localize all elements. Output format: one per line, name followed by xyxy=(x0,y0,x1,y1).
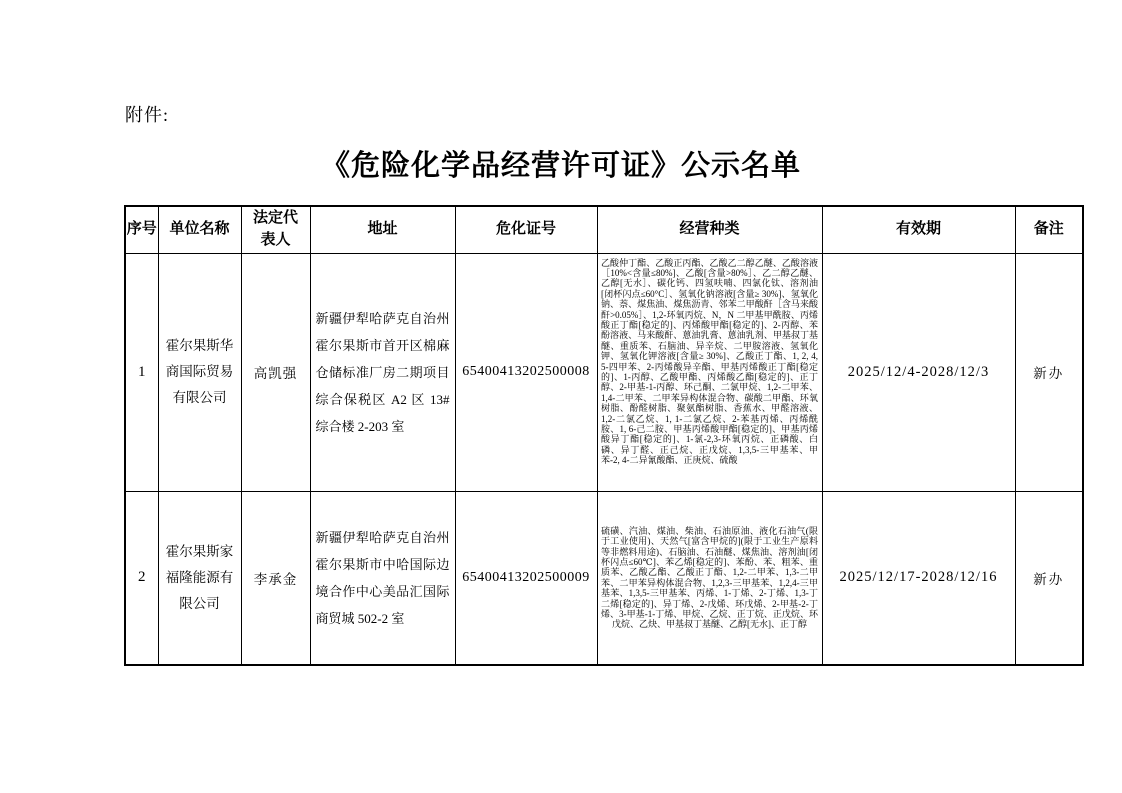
header-company xyxy=(158,206,241,253)
attachment-label: 附件: xyxy=(125,105,170,125)
cell-remark: 新办 xyxy=(1015,491,1083,665)
cell-address xyxy=(310,491,455,665)
business-scope-text: 乙酸仲丁酯、乙酸正丙酯、乙酸乙二醇乙醚、乙酸溶液［10%<含量≤80%]、乙酸[含量>80%］、乙二醇乙醚、乙醇[无水］、碳化钙、四氢呋喃、四氯化钛、溶剂油[闭杯闪点≤60°C］、氢氧化钠溶液[含量≥ 30%]、氢氧化钠、萘、煤焦油、煤焦沥青、邻苯二甲酸酐［含马来酸酐>0.05%］、1,2-环氧丙烷、N，N 二甲基甲酰胺、丙烯酸正丁酯[稳定的]、丙烯酸甲酯[稳定的]、2-丙醇、苯酚溶液、马来酸酐、蒽油乳膏、蒽油乳剂、甲基叔丁基醚、重质苯、石脑油、异辛烷、二甲胺溶液、氢氧化钾、氢氧化钾溶液[含量≥ 30%]、乙酸正丁酯、1, 2, 4, 5-四甲苯、2-丙烯酸异辛酯、甲基丙烯酸正丁酯[稳定的]、1-丙醇、乙酸甲酯、丙烯酸乙酯[稳定的]、正丁醇、2-甲基-1-丙醇、环己酮、二氯甲烷、1,2-二甲苯、1,4-二甲苯、二甲苯异构体混合物、碳酸二甲酯、环氧树脂、酚醛树脂、聚氨酯树脂、香蕉水、甲醛溶液、1,2-二氯乙烷、1, 1-二氯乙烷、2-苯基丙烯、丙烯酰胺、1, 6-己二胺、甲基丙烯酸甲酯[稳定的]、甲基丙烯酸异丁酯[稳定的]、1-氯-2,3-环氧丙烷、正磷酸、白磷、异丁醛、正己烷、正戊烷、1,3,5-三甲基苯、甲苯-2, 4-二异氰酸酯、正庚烷、硫酸 xyxy=(601,257,818,466)
company-name: 霍尔果斯家福隆能源有限公司 xyxy=(165,543,234,611)
cell-validity: 2025/12/4-2028/12/3 xyxy=(822,253,1015,491)
header-seq xyxy=(125,206,158,253)
license-table xyxy=(124,205,1084,666)
header-license-no xyxy=(455,206,597,253)
header-validity-label: 有效期 xyxy=(895,220,941,237)
header-business-scope xyxy=(597,206,822,253)
cell-license-no: 65400413202500009 xyxy=(455,491,597,665)
cell-address xyxy=(310,253,455,491)
header-remark-label: 备注 xyxy=(1033,220,1064,237)
header-license-no-label: 危化证号 xyxy=(495,220,556,237)
cell-legal-rep: 李承金 xyxy=(241,491,310,665)
cell-business-scope xyxy=(597,491,822,665)
cell-seq: 2 xyxy=(125,491,158,665)
header-remark xyxy=(1015,206,1083,253)
table-row xyxy=(125,491,1083,665)
cell-remark: 新办 xyxy=(1015,253,1083,491)
cell-legal-rep: 高凯强 xyxy=(241,253,310,491)
cell-license-no: 65400413202500008 xyxy=(455,253,597,491)
header-address xyxy=(310,206,455,253)
cell-business-scope xyxy=(597,253,822,491)
company-name: 霍尔果斯华商国际贸易有限公司 xyxy=(165,338,234,405)
header-company-label: 单位名称 xyxy=(169,220,230,237)
header-validity xyxy=(822,206,1015,253)
page-title: 《危险化学品经营许可证》公示名单 xyxy=(320,150,801,182)
header-business-scope-label: 经营种类 xyxy=(679,220,740,237)
table-row xyxy=(125,253,1083,491)
cell-company xyxy=(158,253,241,491)
header-seq-label: 序号 xyxy=(126,220,157,237)
cell-validity: 2025/12/17-2028/12/16 xyxy=(822,491,1015,665)
cell-company xyxy=(158,491,241,665)
cell-seq: 1 xyxy=(125,253,158,491)
table-header-row xyxy=(125,206,1083,253)
header-legal-rep-label: 法定代表人 xyxy=(252,210,298,248)
header-address-label: 地址 xyxy=(367,220,398,237)
business-scope-text: 硫磺、汽油、煤油、柴油、石油原油、液化石油气(限于工业使用)、天然气[富含甲烷的](限于工业生产原料等非燃料用途)、石脑油、石油醚、煤焦油、溶剂油[闭杯闪点≤60℃]、苯乙烯[稳定的]、苯酚、苯、粗苯、重质苯、乙酸乙酯、乙酸正丁酯、1,2-二甲苯、1,3-二甲苯、二甲苯异构体混合物、1,2,3-三甲基苯、1,2,4-三甲基苯、1,3,5-三甲基苯、丙烯、1-丁烯、2-丁烯、1,3-丁二烯[稳定的]、异丁烯、2-戊烯、环戊烯、2-甲基-2-丁烯、3-甲基-1-丁烯、甲烷、乙烷、正丁烷、正戊烷、环戊烷、乙炔、甲基叔丁基醚、乙醇[无水]、正丁醇 xyxy=(601,525,818,630)
address-text: 新疆伊犁哈萨克自治州霍尔果斯市首开区棉麻仓储标准厂房二期项目综合保税区 A2 区 13#综合楼 2-203 室 xyxy=(315,310,450,434)
address-text: 新疆伊犁哈萨克自治州霍尔果斯市中哈国际边境合作中心美品汇国际商贸城 502-2 室 xyxy=(315,529,450,626)
header-legal-rep xyxy=(241,206,310,253)
